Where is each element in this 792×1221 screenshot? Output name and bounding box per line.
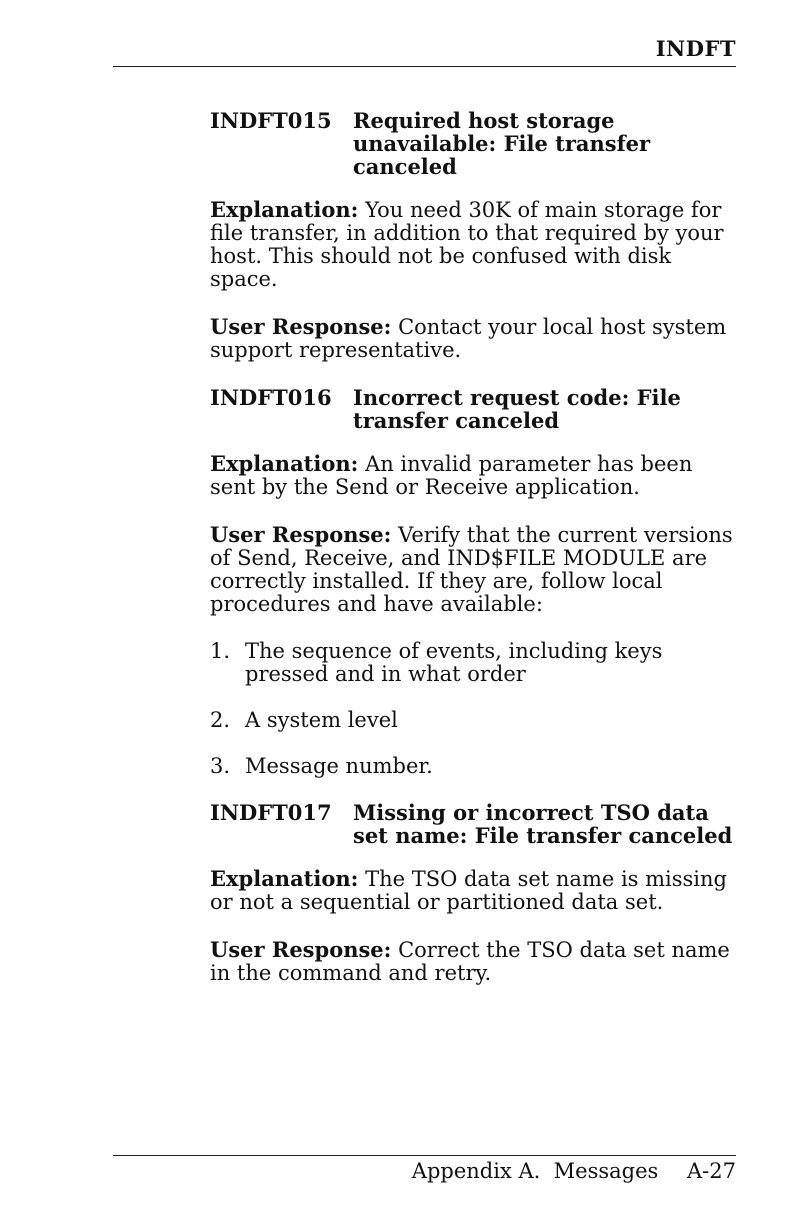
- explanation-paragraph: [210, 452, 740, 499]
- explanation-label: Explanation:: [210, 866, 359, 891]
- list-item: [210, 755, 740, 778]
- list-item: [210, 709, 740, 732]
- list-item-text: A system level: [245, 708, 398, 732]
- message-code: INDFT016: [210, 385, 332, 410]
- explanation-paragraph: [210, 867, 740, 914]
- user-response-label: User Response:: [210, 522, 392, 547]
- user-response-paragraph: [210, 315, 740, 362]
- user-response-label: User Response:: [210, 314, 392, 339]
- message-code: INDFT017: [210, 800, 332, 825]
- footer-section-title: Appendix A. Messages: [411, 1159, 659, 1183]
- user-response-text: Contact your local host system support representative.: [210, 315, 727, 362]
- explanation-label: Explanation:: [210, 451, 359, 476]
- list-item: [210, 640, 740, 686]
- message-heading: [210, 109, 740, 178]
- user-response-paragraph: [210, 938, 740, 985]
- user-response-text: Correct the TSO data set name in the command and retry.: [210, 938, 730, 985]
- explanation-paragraph: [210, 198, 740, 291]
- user-response-label: User Response:: [210, 937, 392, 962]
- explanation-text: The TSO data set name is missing or not a sequential or partitioned data set.: [210, 867, 727, 914]
- message-title: Required host storage unavailable: File transfer canceled: [353, 108, 651, 179]
- list-item-text: The sequence of events, including keys pressed and in what order: [245, 639, 663, 686]
- user-response-text: Verify that the current versions of Send, Receive, and IND$FILE MODULE are correctly installed. If they are, follow local procedures and have available:: [210, 523, 733, 616]
- user-response-paragraph: [210, 523, 740, 616]
- message-title: Missing or incorrect TSO data set name: File transfer canceled: [353, 800, 733, 848]
- list-item-number: 3.: [210, 754, 231, 778]
- list-item-number: 2.: [210, 708, 231, 732]
- message-title: Incorrect request code: File transfer canceled: [353, 385, 681, 433]
- page-footer: [412, 1159, 736, 1183]
- footer-rule: [113, 1155, 736, 1156]
- list-item-number: 1.: [210, 639, 231, 663]
- explanation-text: You need 30K of main storage for file transfer, in addition to that required by your host. This should not be confused with disk space.: [210, 198, 724, 291]
- explanation-text: An invalid parameter has been sent by the Send or Receive application.: [210, 452, 693, 499]
- message-heading: [210, 386, 740, 432]
- explanation-label: Explanation:: [210, 197, 359, 222]
- running-header: INDFT: [655, 36, 736, 61]
- required-info-list: [210, 640, 740, 778]
- list-item-text: Message number.: [245, 754, 433, 778]
- message-list: [210, 109, 740, 1009]
- message-heading: [210, 801, 740, 847]
- page-number: A-27: [687, 1159, 736, 1183]
- header-rule: [113, 66, 736, 67]
- message-code: INDFT015: [210, 108, 332, 133]
